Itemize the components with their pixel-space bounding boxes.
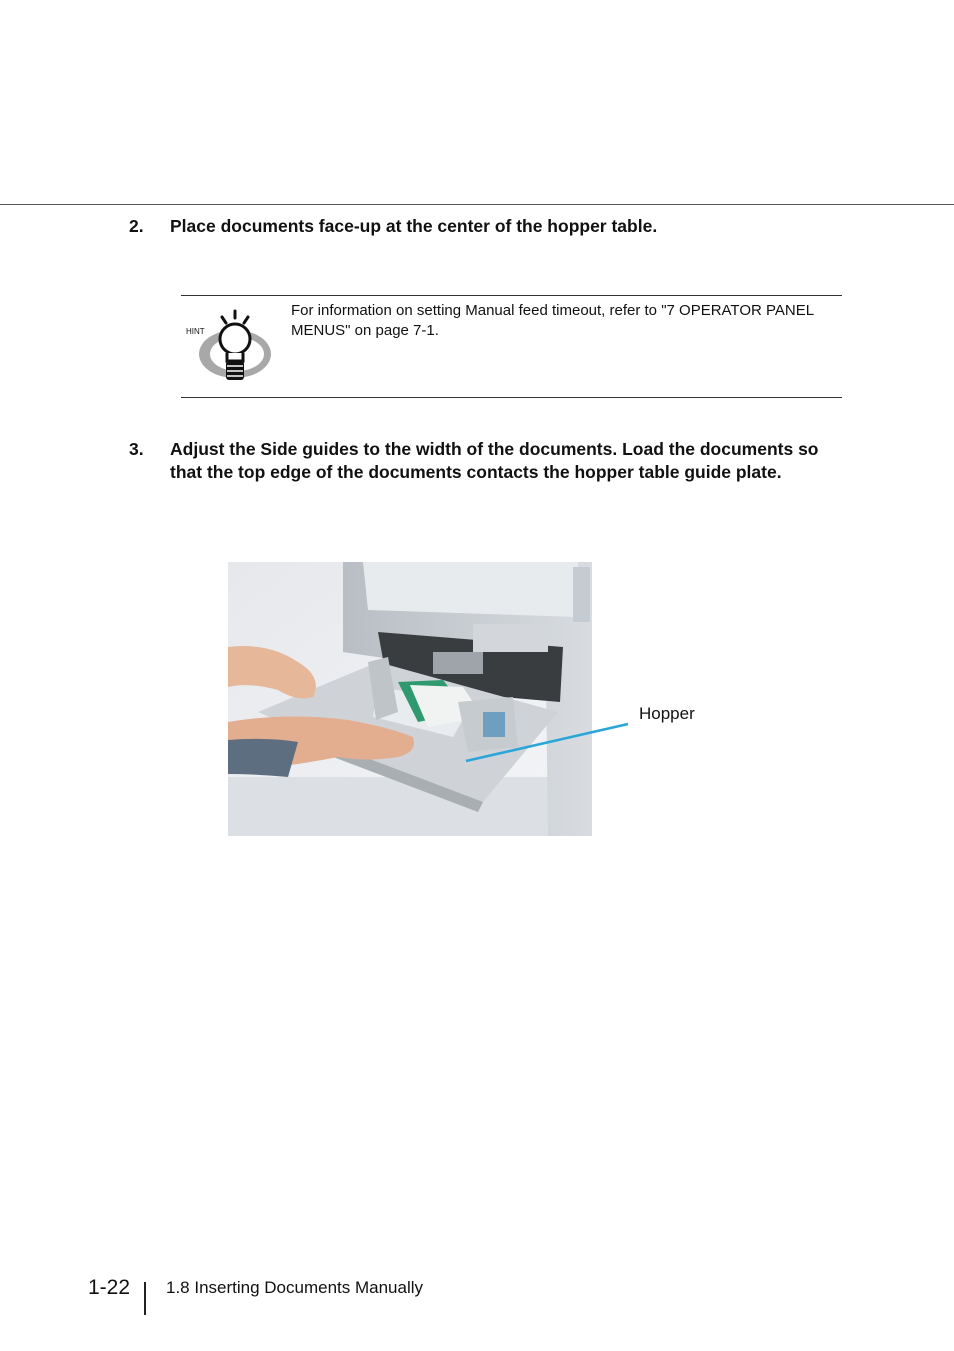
hint-label: HINT xyxy=(186,327,205,336)
lightbulb-icon xyxy=(185,308,275,384)
step-number: 2. xyxy=(129,216,144,236)
footer-section-title: 1.8 Inserting Documents Manually xyxy=(166,1278,424,1297)
header-rule xyxy=(0,204,954,205)
step-text: Place documents face-up at the center of the hopper table. xyxy=(170,216,658,236)
step-number: 3. xyxy=(129,439,144,459)
footer-divider xyxy=(144,1282,146,1315)
scanner-hopper-photo xyxy=(228,562,592,836)
hint-text: For information on setting Manual feed timeout, refer to "7 OPERATOR PANEL MENUS" on page 7-1. xyxy=(291,302,814,339)
hopper-label: Hopper xyxy=(639,704,695,723)
page-number: 1-22 xyxy=(88,1276,131,1299)
step-text: Adjust the Side guides to the width of the documents. Load the documents so that the top edge of the documents contacts the hopper table guide plate. xyxy=(170,439,819,482)
hint-box xyxy=(181,295,842,398)
